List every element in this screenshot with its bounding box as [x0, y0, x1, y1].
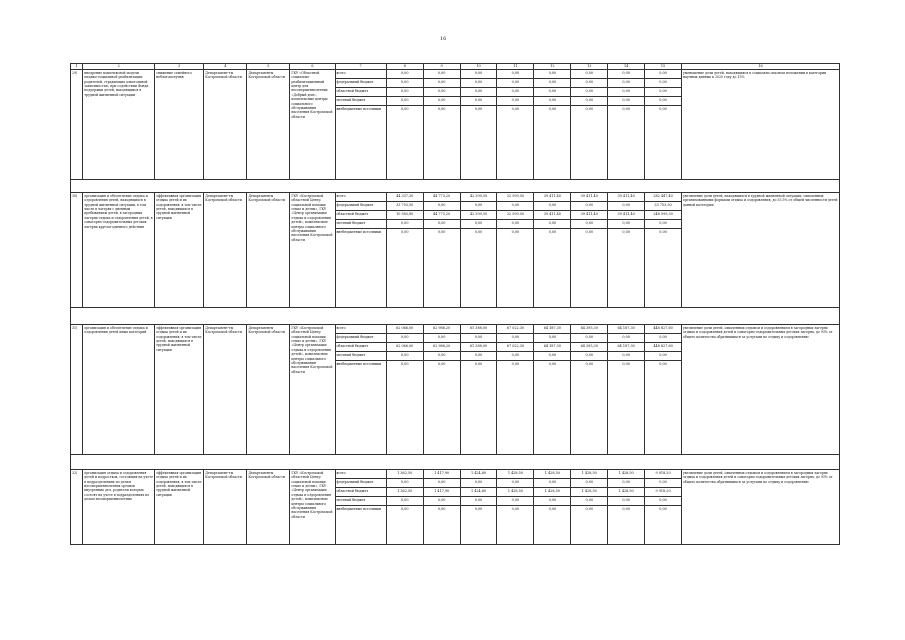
funding-value: 0,00	[645, 506, 682, 545]
funding-value: 0,00	[497, 479, 534, 488]
measure-institution: ГКУ «Костромской областной Центр социальной помощи семье и детям», ГКУ «Центр организации отдыха и оздоровления детей», комплексные центры социального обслуживания населения Костромской области	[290, 193, 335, 308]
column-number: 8	[386, 64, 423, 70]
funding-value: 0,00	[571, 106, 608, 180]
funding-value: 0,00	[571, 97, 608, 106]
column-number: 14	[608, 64, 645, 70]
funding-value: 0,00	[460, 479, 497, 488]
funding-source: местный бюджет	[335, 497, 386, 506]
measure-indicator: эффективная организация отдыха детей и их оздоровления, в том числе детей, находящихся в трудной жизненной ситуации	[155, 325, 204, 455]
measure-coexecutor: Департаменты Костромской области	[247, 70, 290, 180]
funding-value: 0,00	[608, 202, 645, 211]
funding-source: федеральный бюджет	[335, 202, 386, 211]
funding-value: 64 395,30	[571, 325, 608, 334]
funding-value: 0,00	[497, 220, 534, 229]
column-number: 7	[335, 64, 386, 70]
funding-value: 0,00	[534, 220, 571, 229]
funding-value: 1 424,80	[460, 470, 497, 479]
funding-source: внебюджетные источники	[335, 506, 386, 545]
funding-value: 0,00	[423, 97, 460, 106]
funding-value: 0,00	[423, 229, 460, 308]
funding-source: областной бюджет	[335, 343, 386, 352]
section-spacer	[71, 455, 840, 470]
funding-value: 0,00	[497, 70, 534, 79]
funding-value: 0,00	[534, 97, 571, 106]
measure-coexecutor: Департаменты Костромской области	[247, 470, 290, 545]
funding-source: областной бюджет	[335, 488, 386, 497]
measure-institution: ГКУ «Костромской областной Центр социальной помощи семье и детям», ГКУ «Центр организации отдыха и оздоровления детей», комплексные центры социального обслуживания населения Костромской области	[290, 325, 335, 455]
funding-value: 0,00	[423, 202, 460, 211]
funding-value: 0,00	[645, 88, 682, 97]
measure-executor: Департамент-ты Костромской области	[204, 70, 247, 180]
funding-value: 0,00	[534, 229, 571, 308]
funding-value: 1 428,50	[497, 470, 534, 479]
funding-value: 0,00	[571, 220, 608, 229]
program-measures-table	[70, 63, 840, 545]
funding-value: 0,00	[497, 202, 534, 211]
funding-source: всего	[335, 470, 386, 479]
table-row	[71, 70, 840, 79]
funding-value: 0,00	[534, 79, 571, 88]
funding-value: 1 428,50	[608, 470, 645, 479]
column-number: 2	[83, 64, 155, 70]
funding-value: 0,00	[645, 106, 682, 180]
funding-value: 67 022,30	[497, 343, 534, 352]
table-row	[71, 325, 840, 334]
funding-value: 0,00	[460, 506, 497, 545]
funding-value: 0,00	[386, 79, 423, 88]
funding-value: 1 428,50	[534, 488, 571, 497]
funding-value: 0,00	[497, 97, 534, 106]
column-number: 13	[571, 64, 608, 70]
page-number: 16	[440, 36, 447, 42]
funding-source: местный бюджет	[335, 220, 386, 229]
funding-value: 0,00	[460, 106, 497, 180]
column-number: 12	[534, 64, 571, 70]
measure-number: 32)	[71, 470, 83, 545]
expected-result: увеличение доли детей, охваченных отдыхом и оздоровлением в загородных лагерях отдыха и оздоровления детей и санаторно-оздоровительных детских лагерях, до 93% от общего количества обратившихся за услугами по отдыху и оздоровлению	[682, 470, 840, 545]
funding-value: 0,00	[608, 97, 645, 106]
expected-result: уменьшение доли детей, находящихся в социально опасном положении в категории научных данных к 2020 году до 15%	[682, 70, 840, 180]
funding-value: 0,00	[534, 106, 571, 180]
funding-value: 0,00	[423, 479, 460, 488]
funding-value: 0,00	[386, 229, 423, 308]
funding-value: 42 399,50	[460, 193, 497, 202]
funding-value: 0,00	[645, 352, 682, 361]
section-spacer	[71, 308, 840, 325]
funding-value: 0,00	[386, 97, 423, 106]
funding-value: 0,00	[608, 70, 645, 79]
funding-value: 0,00	[386, 479, 423, 488]
funding-value: 44 337,30	[386, 193, 423, 202]
funding-value: 0,00	[460, 334, 497, 343]
funding-value: 39 411,40	[608, 193, 645, 202]
funding-value: 0,00	[423, 106, 460, 180]
funding-source: внебюджетные источники	[335, 361, 386, 455]
funding-value: 33 753,50	[386, 202, 423, 211]
funding-value: 0,00	[497, 229, 534, 308]
measure-institution: ГКУ «Областной социально-реабилитационный центр для несовершеннолетних «Добрый дом», комплексные центры социального обслуживания населения Костромской области	[290, 70, 335, 180]
measure-title: организация и обеспечение отдыха и оздоровления детей, находящихся в трудной жизненной ситуации, в том числе в лагерях с дневным пребыванием детей, в загородных лагерях отдыха и оздоровления детей, в санаторно-оздоровительных детских лагерях круглогодичного действия	[83, 193, 155, 308]
funding-value: 0,00	[423, 70, 460, 79]
funding-value: 0,00	[386, 497, 423, 506]
funding-value: 39 411,40	[534, 193, 571, 202]
funding-source: всего	[335, 193, 386, 202]
funding-value: 448 827,60	[645, 343, 682, 352]
funding-value: 1 417,90	[423, 470, 460, 479]
funding-value: 0,00	[534, 506, 571, 545]
funding-value: 62 986,20	[423, 343, 460, 352]
funding-value: 0,00	[386, 106, 423, 180]
funding-value: 1 428,50	[497, 488, 534, 497]
funding-value: 67 022,30	[497, 325, 534, 334]
funding-value: 0,00	[571, 79, 608, 88]
funding-value: 0,00	[497, 88, 534, 97]
funding-value: 248 599,30	[645, 211, 682, 220]
funding-value: 0,00	[460, 70, 497, 79]
funding-value: 0,00	[608, 506, 645, 545]
funding-value: 0,00	[534, 88, 571, 97]
funding-value: 0,00	[608, 88, 645, 97]
funding-source: федеральный бюджет	[335, 79, 386, 88]
funding-value: 0,00	[423, 497, 460, 506]
funding-value: 0,00	[386, 220, 423, 229]
funding-value: 39 411,40	[571, 193, 608, 202]
funding-value: 0,00	[645, 361, 682, 455]
funding-value: 64 395,30	[571, 343, 608, 352]
funding-value: 0,00	[645, 334, 682, 343]
section-spacer	[71, 180, 840, 193]
funding-value: 0,00	[534, 352, 571, 361]
funding-value: 0,00	[423, 220, 460, 229]
funding-value: 0,00	[571, 506, 608, 545]
funding-value: 0,00	[534, 70, 571, 79]
funding-value: 1 362,50	[386, 488, 423, 497]
funding-source: внебюджетные источники	[335, 106, 386, 180]
funding-source: областной бюджет	[335, 211, 386, 220]
funding-value: 0,00	[534, 479, 571, 488]
funding-value: 0,00	[608, 79, 645, 88]
funding-value: 0,00	[497, 79, 534, 88]
funding-value: 0,00	[645, 220, 682, 229]
funding-value: 44 773,20	[423, 211, 460, 220]
funding-value: 64 187,30	[534, 343, 571, 352]
funding-value: 0,00	[423, 79, 460, 88]
funding-source: областной бюджет	[335, 88, 386, 97]
funding-value: 9 918,20	[645, 470, 682, 479]
funding-source: федеральный бюджет	[335, 479, 386, 488]
funding-value: 1 417,90	[423, 488, 460, 497]
funding-value: 0,00	[423, 361, 460, 455]
funding-value: 1 424,80	[460, 488, 497, 497]
funding-value: 0,00	[608, 334, 645, 343]
funding-value: 0,00	[423, 88, 460, 97]
measure-number: 31)	[71, 325, 83, 455]
funding-value: 64 187,30	[534, 325, 571, 334]
column-number: 10	[460, 64, 497, 70]
funding-value: 0,00	[386, 88, 423, 97]
funding-value: 61 388,00	[460, 325, 497, 334]
funding-value: 0,00	[645, 97, 682, 106]
measure-institution: ГКУ «Костромской областной Центр социальной помощи семье и детям», ГКУ «Центр организации отдыха и оздоровления детей», комплексные центры социального обслуживания населения Костромской области	[290, 470, 335, 545]
funding-source: всего	[335, 70, 386, 79]
column-number: 9	[423, 64, 460, 70]
measure-indicator: эффективная организация отдыха детей и их оздоровления, в том числе детей, находящихся в трудной жизненной ситуации	[155, 193, 204, 308]
column-number: 11	[497, 64, 534, 70]
funding-value: 0,00	[645, 229, 682, 308]
funding-value: 62 066,00	[386, 325, 423, 334]
measure-title: организация отдыха и оздоровления детей и подростков, состоящих на учете в подразделениях по делам несовершеннолетних органов внутренних дел, родители которых состоят на учете в подразделениях по делам несовершеннолетних	[83, 470, 155, 545]
funding-value: 0,00	[497, 506, 534, 545]
measure-executor: Департамент-ты Костромской области	[204, 325, 247, 455]
column-number: 6	[290, 64, 335, 70]
funding-value: 0,00	[645, 479, 682, 488]
funding-value: 33 753,50	[645, 202, 682, 211]
funding-value: 0,00	[386, 352, 423, 361]
funding-value: 1 428,50	[608, 488, 645, 497]
measure-title: организация и обеспечение отдыха и оздоровления детей иных категорий	[83, 325, 155, 455]
funding-value: 448 827,60	[645, 325, 682, 334]
funding-value: 42 399,50	[460, 211, 497, 220]
funding-value: 0,00	[497, 352, 534, 361]
funding-value: 0,00	[386, 334, 423, 343]
measure-number: 30)	[71, 193, 83, 308]
funding-value: 9 918,20	[645, 488, 682, 497]
funding-value: 0,00	[571, 497, 608, 506]
funding-value: 44 773,20	[423, 193, 460, 202]
funding-value: 0,00	[645, 70, 682, 79]
funding-value: 0,00	[571, 334, 608, 343]
funding-value: 0,00	[608, 220, 645, 229]
funding-value: 62 066,00	[386, 343, 423, 352]
expected-result: увеличение доли детей, охваченных отдыхом и оздоровлением в загородных лагерях отдыха и оздоровления детей и санаторно-оздоровительных детских лагерях, до 93% от общего количества обратившихся за услугами по отдыху и оздоровлению	[682, 325, 840, 455]
funding-value: 0,00	[386, 70, 423, 79]
funding-value: 0,00	[460, 88, 497, 97]
funding-value: 1 428,50	[534, 470, 571, 479]
section-spacer-cell	[71, 308, 840, 325]
funding-value: 0,00	[608, 497, 645, 506]
funding-value: 0,00	[460, 220, 497, 229]
funding-value: 0,00	[460, 79, 497, 88]
funding-value: 0,00	[534, 361, 571, 455]
funding-value: 0,00	[460, 352, 497, 361]
column-number: 1	[71, 64, 83, 70]
funding-value: 0,00	[497, 106, 534, 180]
measure-executor: Департамент-ты Костромской области	[204, 193, 247, 308]
measure-coexecutor: Департаменты Костромской области	[247, 325, 290, 455]
funding-value: 0,00	[534, 497, 571, 506]
funding-value: 0,00	[571, 352, 608, 361]
expected-result: увеличение доли детей, находящихся в трудной жизненной ситуации, охваченных организованными формами отдыха и оздоровления, до 55,5% от общей численности детей данной категории	[682, 193, 840, 308]
funding-value: 0,00	[460, 202, 497, 211]
funding-value: 0,00	[571, 229, 608, 308]
funding-value: 0,00	[571, 361, 608, 455]
funding-value: 0,00	[460, 97, 497, 106]
funding-value: 0,00	[497, 334, 534, 343]
funding-value: 1 428,50	[571, 488, 608, 497]
funding-value: 32 599,50	[497, 211, 534, 220]
section-spacer-cell	[71, 455, 840, 470]
funding-value: 0,00	[608, 106, 645, 180]
column-number: 5	[247, 64, 290, 70]
section-spacer-cell	[71, 180, 840, 193]
measure-coexecutor: Департаменты Костромской области	[247, 193, 290, 308]
funding-value: 0,00	[571, 88, 608, 97]
funding-value: 282 447,40	[645, 193, 682, 202]
funding-source: местный бюджет	[335, 352, 386, 361]
funding-value: 1 362,50	[386, 470, 423, 479]
measure-indicator: эффективная организация отдыха детей и их оздоровления, в том числе детей, находящихся в трудной жизненной ситуации	[155, 470, 204, 545]
funding-source: федеральный бюджет	[335, 334, 386, 343]
funding-value: 0,00	[645, 497, 682, 506]
column-number: 4	[204, 64, 247, 70]
funding-value: 0,00	[497, 361, 534, 455]
funding-value: 0,00	[423, 352, 460, 361]
measure-executor: Департамент-ты Костромской области	[204, 470, 247, 545]
funding-value: 62 986,20	[423, 325, 460, 334]
funding-value: 39 411,40	[534, 211, 571, 220]
funding-value: 0,00	[386, 506, 423, 545]
funding-value: 0,00	[608, 479, 645, 488]
funding-value: 64 187,30	[608, 325, 645, 334]
funding-value: 64 187,30	[608, 343, 645, 352]
funding-source: местный бюджет	[335, 97, 386, 106]
funding-value: 0,00	[608, 352, 645, 361]
funding-value: 0,00	[608, 361, 645, 455]
funding-value: 39 411,40	[571, 211, 608, 220]
funding-value: 0,00	[571, 202, 608, 211]
funding-source: всего	[335, 325, 386, 334]
funding-value: 32 599,50	[497, 193, 534, 202]
funding-value: 0,00	[497, 497, 534, 506]
funding-value: 0,00	[571, 479, 608, 488]
funding-value: 0,00	[423, 506, 460, 545]
funding-value: 0,00	[608, 229, 645, 308]
column-number: 3	[155, 64, 204, 70]
funding-value: 0,00	[460, 497, 497, 506]
funding-value: 0,00	[386, 361, 423, 455]
funding-value: 39 411,40	[608, 211, 645, 220]
funding-value: 61 388,00	[460, 343, 497, 352]
column-number: 15	[645, 64, 682, 70]
funding-value: 0,00	[423, 334, 460, 343]
funding-value: 0,00	[460, 229, 497, 308]
funding-value: 0,00	[460, 361, 497, 455]
table-row	[71, 193, 840, 202]
funding-value: 0,00	[571, 70, 608, 79]
measure-indicator: снижение семейного неблагополучия	[155, 70, 204, 180]
measure-title: внедрение комплексной модели медико-социальной реабилитации родителей, страдающих алкогольной зависимостью, при содействии Фонда поддержки детей, находящихся в трудной жизненной ситуации	[83, 70, 155, 180]
funding-value: 10 583,80	[386, 211, 423, 220]
funding-source: внебюджетные источники	[335, 229, 386, 308]
funding-value: 0,00	[645, 79, 682, 88]
funding-value: 0,00	[534, 202, 571, 211]
table-row	[71, 470, 840, 479]
funding-value: 0,00	[534, 334, 571, 343]
funding-value: 1 428,50	[571, 470, 608, 479]
measure-number: 29)	[71, 70, 83, 180]
column-number: 16	[682, 64, 840, 70]
